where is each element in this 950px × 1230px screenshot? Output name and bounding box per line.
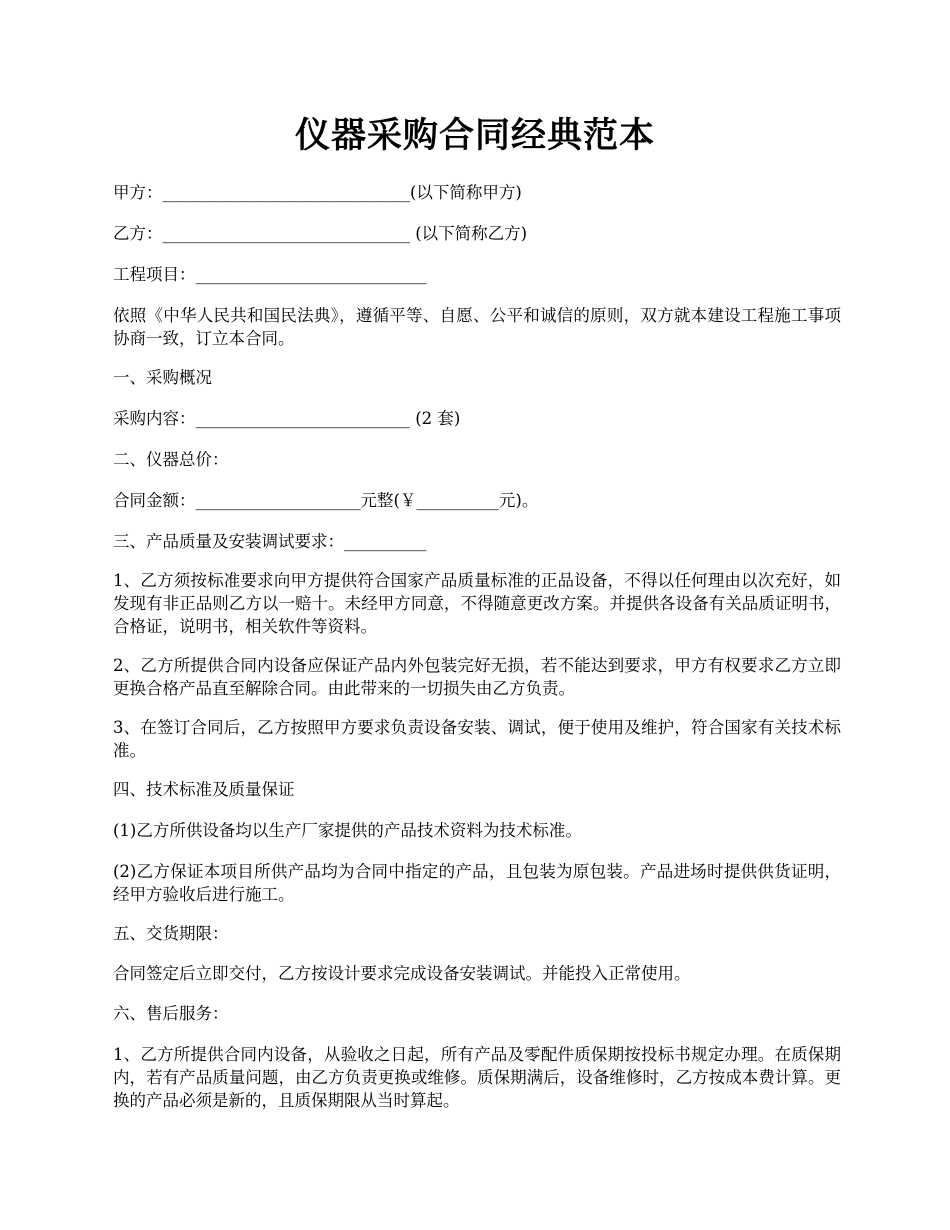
section-heading: 二、仪器总价： <box>113 450 229 469</box>
clause-paragraph: 1、乙方所提供合同内设备，从验收之日起，所有产品及零配件质保期按投标书规定办理。在质保期内，若有产品质量问题，由乙方负责更换或维修。质保期满后，设备维修时，乙方按成本费计算。更换的产品必须是新的，且质保期限从当时算起。 <box>113 1045 841 1110</box>
preamble-paragraph: 依照《中华人民共和国民法典》，遵循平等、自愿、公平和诚信的原则，双方就本建设工程施工事项协商一致，订立本合同。 <box>113 306 841 348</box>
section-heading: 四、技术标准及质量保证 <box>113 780 295 799</box>
clause-paragraph: (2)乙方保证本项目所供产品均为合同中指定的产品，且包装为原包装。产品进场时提供供货证明，经甲方验收后进行施工。 <box>113 862 841 904</box>
party-b-line: 乙方：______________________________ (以下简称乙方) <box>113 224 528 243</box>
party-a-line: 甲方：______________________________(以下简称甲方) <box>113 183 522 202</box>
contract-amount-line: 合同金额：____________________元整(￥__________元)。 <box>113 491 539 510</box>
clause-paragraph: (1)乙方所供设备均以生产厂家提供的产品技术资料为技术标准。 <box>113 821 582 840</box>
section-heading: 五、交货期限： <box>113 924 229 943</box>
document-title: 仪器采购合同经典范本 <box>294 115 655 156</box>
section-heading: 三、产品质量及安装调试要求：__________ <box>113 532 427 551</box>
clause-paragraph: 合同签定后立即交付，乙方按设计要求完成设备安装调试。并能投入正常使用。 <box>113 964 691 983</box>
section-heading: 一、采购概况 <box>113 368 212 387</box>
purchase-content-line: 采购内容：__________________________ (2 套) <box>113 409 461 428</box>
clause-paragraph: 3、在签订合同后，乙方按照甲方要求负责设备安装、调试，便于使用及维护，符合国家有关技术标准。 <box>113 718 841 760</box>
section-heading: 六、售后服务： <box>113 1004 229 1023</box>
clause-paragraph: 2、乙方所提供合同内设备应保证产品内外包装完好无损，若不能达到要求，甲方有权要求乙方立即更换合格产品直至解除合同。由此带来的一切损失由乙方负责。 <box>113 656 841 698</box>
clause-paragraph: 1、乙方须按标准要求向甲方提供符合国家产品质量标准的正品设备，不得以任何理由以次充好，如发现有非正品则乙方以一赔十。未经甲方同意，不得随意更改方案。并提供各设备有关品质证明书，合格证，说明书，相关软件等资料。 <box>113 571 841 636</box>
project-line: 工程项目：____________________________ <box>113 265 427 284</box>
